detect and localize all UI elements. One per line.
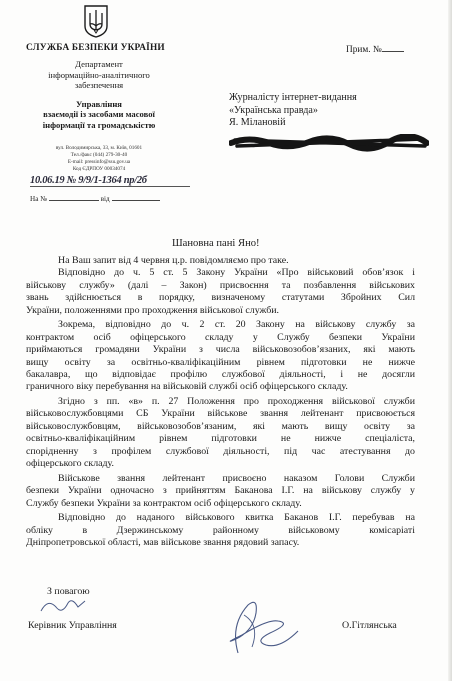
body-line: Службу безпеки України за контрактом осіб офіцерського складу. bbox=[26, 497, 302, 509]
body-line: приймаються громадяни України з числа військовозобов’язаних, які мають bbox=[26, 344, 415, 356]
body-line: військову службу» (далі – Закон) присвоєння та позбавлення військових bbox=[26, 279, 415, 291]
office-line: взаємодії із засобами масової bbox=[43, 109, 155, 120]
page-edge-shadow bbox=[448, 0, 452, 681]
addressee-line: Журналісту інтернет-видання bbox=[229, 92, 357, 103]
handwritten-reference-number: 10.06.19 № 9/9/1-1364 пр/2б bbox=[30, 175, 147, 186]
head-title: Керівник Управління bbox=[28, 620, 117, 631]
body-line: Згідно з пп. «в» п. 27 Положення про проходження військової служби bbox=[58, 396, 415, 408]
addressee-block bbox=[229, 92, 429, 130]
redacted-email-scribble bbox=[229, 134, 429, 152]
body-line: Відповідно до ч. 5 ст. 5 Закону України «Про військовий обов’язок і bbox=[58, 267, 415, 279]
department-line: забезпечення bbox=[74, 80, 124, 90]
body-line: військовослужбовцями СБ України військове звання лейтенант присвоюється bbox=[26, 408, 415, 420]
body-line: На Ваш запит від 4 червня ц.р. повідомляємо про таке. bbox=[58, 255, 289, 266]
body-line: спорідненну з профілем службової діяльності, під час атестування до bbox=[26, 445, 415, 457]
greeting: Шановна пані Яно! bbox=[172, 238, 260, 249]
body-line: граничного віку перебування на військовій службі осіб офіцерського складу. bbox=[26, 381, 348, 393]
body-line: безпеки України одночасно з прийняттям Баканова І.Г. на військову службу у bbox=[26, 485, 415, 497]
body-line: військовослужбовцям, військовозобов’язаним, які мають вищу освіту за bbox=[26, 420, 415, 432]
coat-of-arms-trident-icon bbox=[83, 4, 109, 38]
body-line: звань здійснюється в порядку, визначеному статутами Збройних Сил bbox=[26, 292, 415, 304]
closing-regards: З повагою bbox=[47, 586, 90, 597]
body-line: Військове звання лейтенант присвоєно наказом Голови Служби bbox=[58, 472, 415, 484]
note-label: Прим. № bbox=[346, 45, 382, 55]
office-block bbox=[26, 99, 172, 130]
body-line: Відповідно до наданого військового квитка Баканов І.Г. перебував на bbox=[58, 512, 415, 524]
handwritten-signature bbox=[208, 595, 303, 659]
office-line: Управління bbox=[76, 99, 122, 109]
signer-name: О.Гітлянська bbox=[342, 620, 397, 631]
body-line: вищу освіту за освітньо-кваліфікаційним рівнем підготовки не нижче bbox=[26, 356, 415, 368]
body-line: Дніпропетровської області, мав військове звання рядовий запасу. bbox=[26, 537, 300, 549]
body-line: офіцерського складу. bbox=[26, 458, 114, 470]
note-number bbox=[346, 43, 404, 55]
department-block bbox=[26, 59, 172, 91]
letter-body bbox=[26, 255, 415, 550]
body-line: контрактом осіб офіцерського складу у Службу безпеки України bbox=[26, 331, 415, 343]
reference-underline bbox=[30, 186, 190, 187]
incoming-reference-row bbox=[30, 193, 160, 203]
addressee-line: «Українська правда» bbox=[229, 104, 318, 116]
incoming-date-blank bbox=[112, 193, 160, 201]
office-line: інформації та громадськістю bbox=[42, 119, 156, 130]
initials-scribble bbox=[38, 595, 88, 617]
contact-registry-code: Код ЄДРПОУ 00034074 bbox=[72, 165, 126, 172]
body-line: освітньо-кваліфікаційним рівнем підготовки не нижче спеціаліста, bbox=[26, 433, 415, 445]
body-line: обліку в Дзержинському районному військовому комісаріаті bbox=[26, 524, 415, 536]
note-blank bbox=[382, 43, 404, 52]
contact-block bbox=[26, 145, 172, 173]
incoming-date-label: від bbox=[100, 195, 110, 203]
department-line: інформаційно-аналітичного bbox=[48, 69, 150, 80]
body-line: Зокрема, відповідно до ч. 2 ст. 20 Закону на військову службу за bbox=[58, 319, 415, 331]
incoming-number-label: На № bbox=[30, 195, 48, 203]
contact-phone: Тел./факс (044) 279-30-40 bbox=[70, 151, 128, 158]
body-line: України, положеннями про проходження військової служби. bbox=[26, 304, 279, 316]
incoming-number-blank bbox=[49, 193, 99, 201]
body-line: бакалавра, що відповідає профілю службової діяльності, і не досягли bbox=[26, 368, 415, 380]
contact-email: E-mail: pressinfo@ssu.gov.ua bbox=[67, 158, 131, 165]
addressee-line: Я. Мілановій bbox=[229, 117, 286, 128]
department-line: Департамент bbox=[75, 59, 123, 69]
contact-address: вул. Володимирська, 33, м. Київ, 01601 bbox=[55, 145, 143, 151]
agency-name: СЛУЖБА БЕЗПЕКИ УКРАЇНИ bbox=[26, 43, 165, 53]
